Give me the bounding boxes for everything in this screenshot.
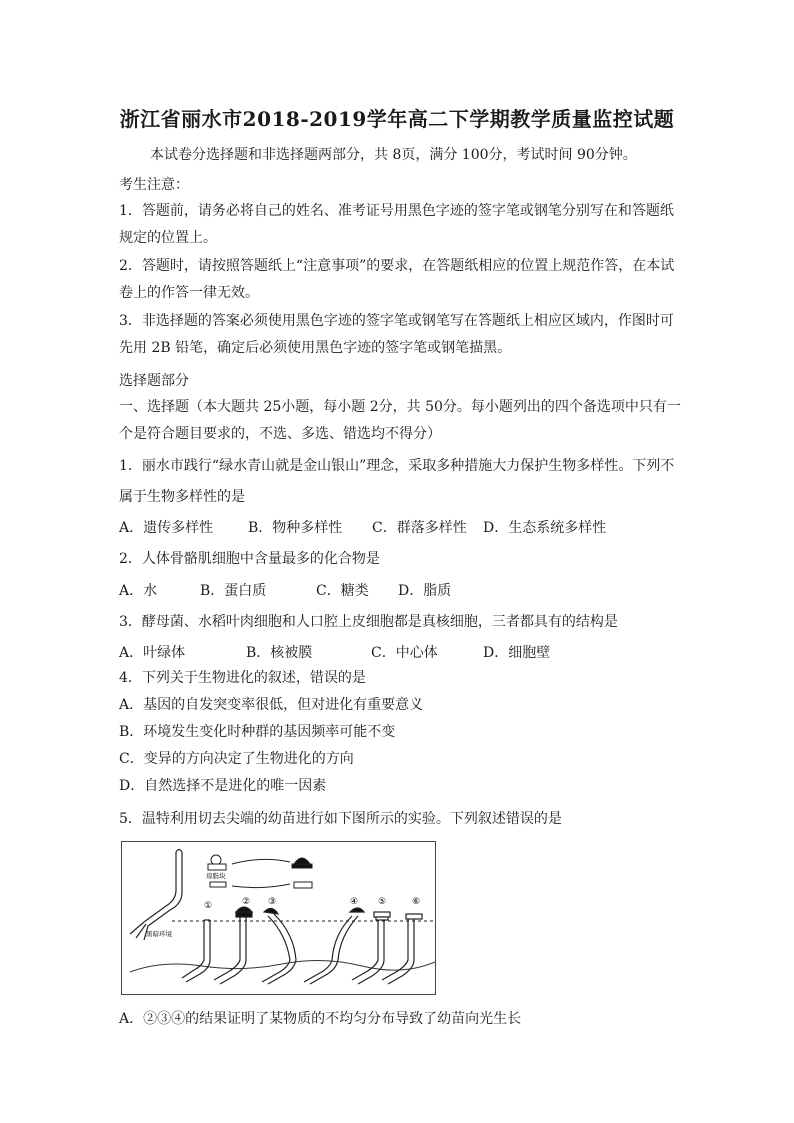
question-3-option-a: A．叶绿体 (119, 645, 186, 661)
notice-item-3-cont: 先用 2B 铅笔，确定后必须使用黑色字迹的签字笔或钢笔描黑。 (119, 340, 512, 356)
original-seedling (130, 850, 182, 941)
seedling-6 (382, 914, 422, 984)
question-1-stem-cont: 属于生物多样性的是 (119, 489, 245, 505)
marker-5: ⑤ (378, 897, 387, 907)
notice-item-2: 2．答题时，请按照答题纸上“注意事项”的要求，在答题纸相应的位置上规范作答，在本试 (119, 258, 675, 274)
seedling-experiment-figure (121, 841, 436, 995)
question-4-stem: 4．下列关于生物进化的叙述，错误的是 (119, 670, 366, 686)
question-1-option-d: D．生态系统多样性 (483, 520, 607, 536)
seedling-diagram (122, 842, 435, 994)
question-3-option-b: B．核被膜 (246, 645, 313, 661)
question-2-option-c: C．糖类 (316, 583, 369, 599)
marker-4: ④ (350, 897, 359, 907)
seedling-1 (182, 920, 210, 982)
question-3-option-d: D．细胞壁 (483, 645, 551, 661)
marker-6: ⑥ (412, 897, 421, 907)
notice-item-1-cont: 规定的位置上。 (119, 230, 217, 246)
notice-item-1: 1．答题前，请务必将自己的姓名、准考证号用黑色字迹的签字笔或钢笔分别写在和答题纸 (119, 203, 674, 219)
marker-1: ① (204, 901, 213, 911)
question-2-option-b: B．蛋白质 (200, 583, 267, 599)
question-5-option-a: A．②③④的结果证明了某物质的不均匀分布导致了幼苗向光生长 (119, 1011, 522, 1027)
question-3-option-c: C．中心体 (371, 645, 438, 661)
question-4-option-a: A．基因的自发突变率很低，但对进化有重要意义 (119, 697, 424, 713)
notice-heading: 考生注意： (119, 177, 189, 193)
question-2-stem: 2．人体骨骼肌细胞中含量最多的化合物是 (119, 551, 380, 567)
exam-intro: 本试卷分选择题和非选择题两部分，共 8页，满分 100分，考试时间 90分钟。 (150, 147, 637, 163)
question-4-option-b: B．环境发生变化时种群的基因频率可能不变 (119, 724, 396, 740)
dark-env-label: 黑暗环境 (146, 930, 172, 938)
seedling-4 (304, 908, 364, 984)
section-instruction-cont: 个是符合题目要求的，不选、多选、错选均不得分） (119, 426, 441, 442)
marker-2: ② (242, 897, 251, 907)
notice-item-3: 3．非选择题的答案必须使用黑色字迹的签字笔或钢笔写在答题纸上相应区域内，作图时可 (119, 313, 674, 329)
question-1-option-c: C．群落多样性 (372, 520, 467, 536)
question-4-option-c: C．变异的方向决定了生物进化的方向 (119, 751, 354, 767)
question-4-option-d: D．自然选择不是进化的唯一因素 (119, 778, 327, 794)
question-1-stem: 1．丽水市践行“绿水青山就是金山银山”理念，采取多种措施大力保护生物多样性。下列不 (119, 458, 675, 474)
question-3-stem: 3．酵母菌、水稻叶肉细胞和人口腔上皮细胞都是真核细胞，三者都具有的结构是 (119, 614, 618, 630)
question-1-option-b: B．物种多样性 (248, 520, 343, 536)
seedling-5 (352, 912, 390, 984)
question-2-option-d: D．脂质 (398, 583, 452, 599)
section-part-heading: 选择题部分 (119, 373, 189, 389)
question-5-stem: 5．温特利用切去尖端的幼苗进行如下图所示的实验。下列叙述错误的是 (119, 811, 562, 827)
section-instruction: 一、选择题（本大题共 25小题，每小题 2分，共 50分。每小题列出的四个备选项中只有一 (119, 399, 681, 415)
marker-3: ③ (268, 897, 277, 907)
page-title: 浙江省丽水市2018-2019学年高二下学期教学质量监控试题 (119, 107, 675, 131)
seedling-3 (262, 908, 296, 984)
seedling-2 (214, 907, 252, 984)
notice-item-2-cont: 卷上的作答一律无效。 (119, 285, 259, 301)
question-1-option-a: A．遗传多样性 (119, 520, 214, 536)
agar-label: 琼脂块 (206, 872, 226, 880)
question-2-option-a: A．水 (119, 583, 158, 599)
